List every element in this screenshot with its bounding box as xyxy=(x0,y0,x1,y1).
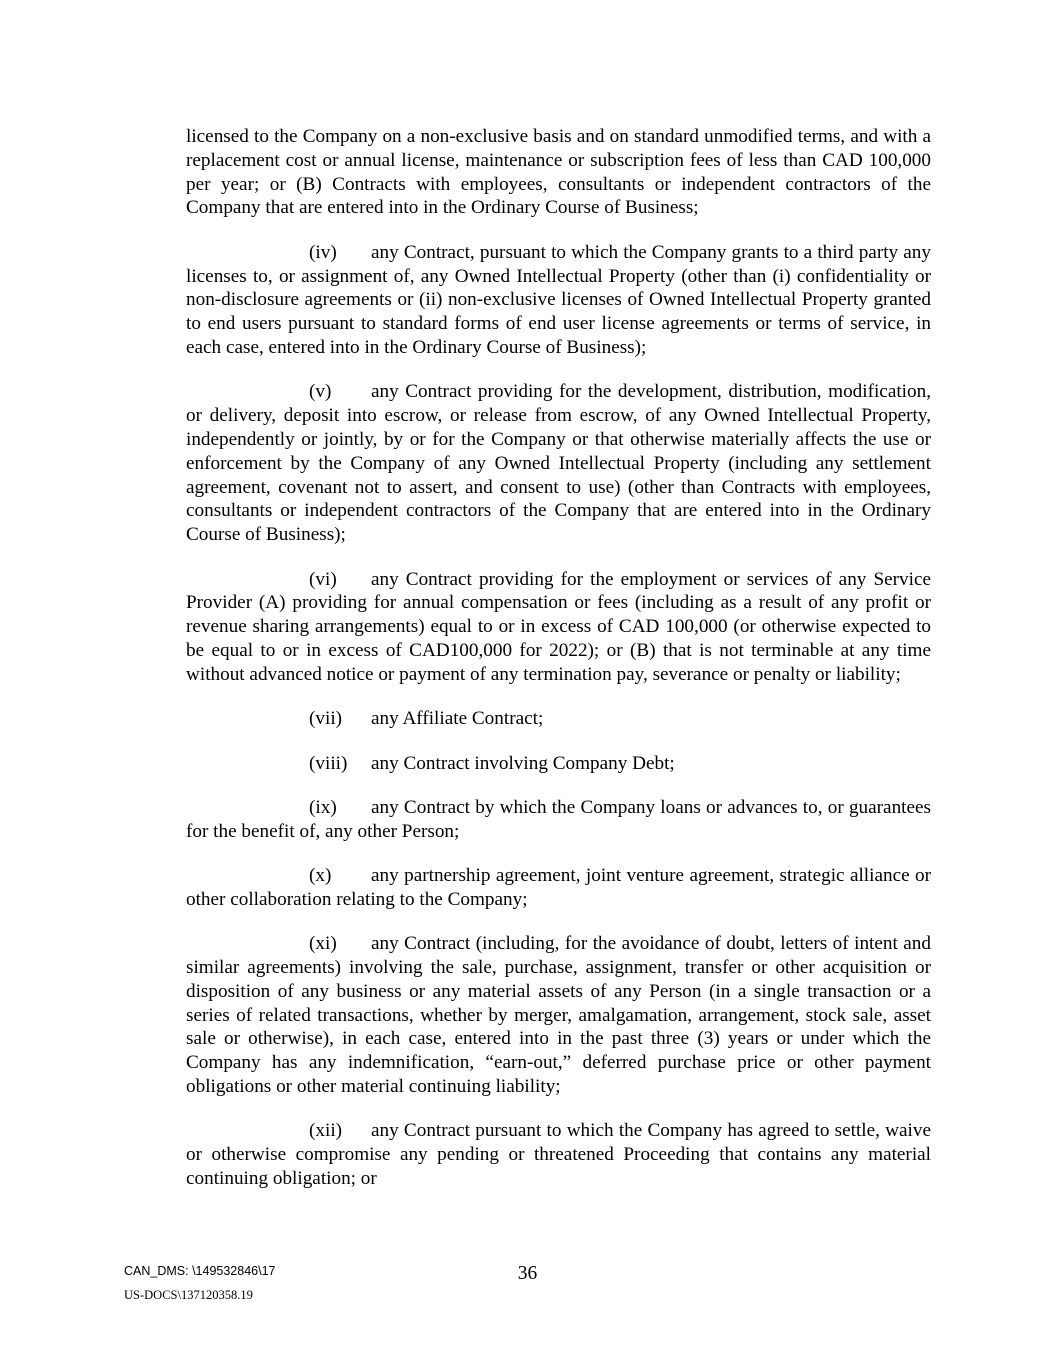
clause-number: (v) xyxy=(309,381,332,403)
clause-vi xyxy=(186,568,931,687)
footer-us-docs-id: US-DOCS\137120358.19 xyxy=(124,1288,253,1302)
clause-vii xyxy=(186,707,931,731)
clause-number: (ix) xyxy=(309,796,337,818)
clause-iv xyxy=(186,241,931,360)
clause-number: (xi) xyxy=(309,933,337,955)
clause-text: any Contract providing for the development, distribution, modification, or delivery, deposit into escrow, or release from escrow, of any Owned Intellectual Property, independently or jointly, by or for the Company or that otherwise materially affects the use or enforcement by the Company of any Owned Intellectual Property (including any settlement agreement, covenant not to assert, and consent to use) (other than Contracts with employees, consultants or independent contractors of the Company that are entered into in the Ordinary Course of Business); xyxy=(186,381,931,546)
clause-text: any Contract providing for the employment or services of any Service Provider (A) providing for annual compensation or fees (including as a result of any profit or revenue sharing arrangements) equal to or in excess of CAD 100,000 (or otherwise expected to be equal to or in excess of CAD100,000 for 2022); or (B) that is not terminable at any time without advanced notice or payment of any termination pay, severance or penalty or liability; xyxy=(186,568,931,685)
clause-text: any Contract by which the Company loans or advances to, or guarantees for the benefit of, any other Person; xyxy=(186,796,931,842)
clause-number: (vi) xyxy=(309,568,337,590)
clause-number: (x) xyxy=(309,865,332,887)
clause-xi xyxy=(186,932,931,1099)
page-number: 36 xyxy=(517,1263,538,1284)
intro-paragraph: licensed to the Company on a non-exclusive basis and on standard unmodified terms, and with a replacement cost or annual license, maintenance or subscription fees of less than CAD 100,000 per year; or (B) Contracts with employees, consultants or independent contractors of the Company that are entered into in the Ordinary Course of Business; xyxy=(186,126,931,219)
clause-viii xyxy=(186,752,931,776)
clause-text: any Contract, pursuant to which the Company grants to a third party any licenses to, or assignment of, any Owned Intellectual Property (other than (i) confidentiality or non-disclosure agreements or (ii) non-exclusive licenses of Owned Intellectual Property granted to end users pursuant to standard forms of end user license agreements or terms of service, in each case, entered into in the Ordinary Course of Business); xyxy=(186,241,931,358)
clause-v xyxy=(186,380,931,547)
clause-number: (iv) xyxy=(309,241,337,263)
footer-dms-id: CAN_DMS: \149532846\17 xyxy=(124,1264,276,1278)
document-body xyxy=(186,125,931,1211)
clause-number: (xii) xyxy=(309,1120,343,1142)
clause-text: any Contract involving Company Debt; xyxy=(371,752,675,774)
clause-number: (vii) xyxy=(309,708,343,730)
clause-text: any partnership agreement, joint venture agreement, strategic alliance or other collaboration relating to the Company; xyxy=(186,865,931,910)
clause-text: any Contract (including, for the avoidance of doubt, letters of intent and similar agreements) involving the sale, purchase, assignment, transfer or other acquisition or disposition of any business or any material assets of any Person (in a single transaction or a series of related transactions, whether by merger, amalgamation, arrangement, stock sale, asset sale or otherwise), in each case, entered into in the past three (3) years or under which the Company has any indemnification, “earn-out,” deferred purchase price or other payment obligations or other material continuing liability; xyxy=(186,933,931,1098)
clause-x xyxy=(186,864,931,912)
clause-ix xyxy=(186,796,931,844)
clause-xii xyxy=(186,1119,931,1190)
clause-number: (viii) xyxy=(309,752,348,774)
clause-text: any Contract pursuant to which the Company has agreed to settle, waive or otherwise compromise any pending or threatened Proceeding that contains any material continuing obligation; or xyxy=(186,1120,931,1190)
clause-text: any Affiliate Contract; xyxy=(371,708,544,730)
